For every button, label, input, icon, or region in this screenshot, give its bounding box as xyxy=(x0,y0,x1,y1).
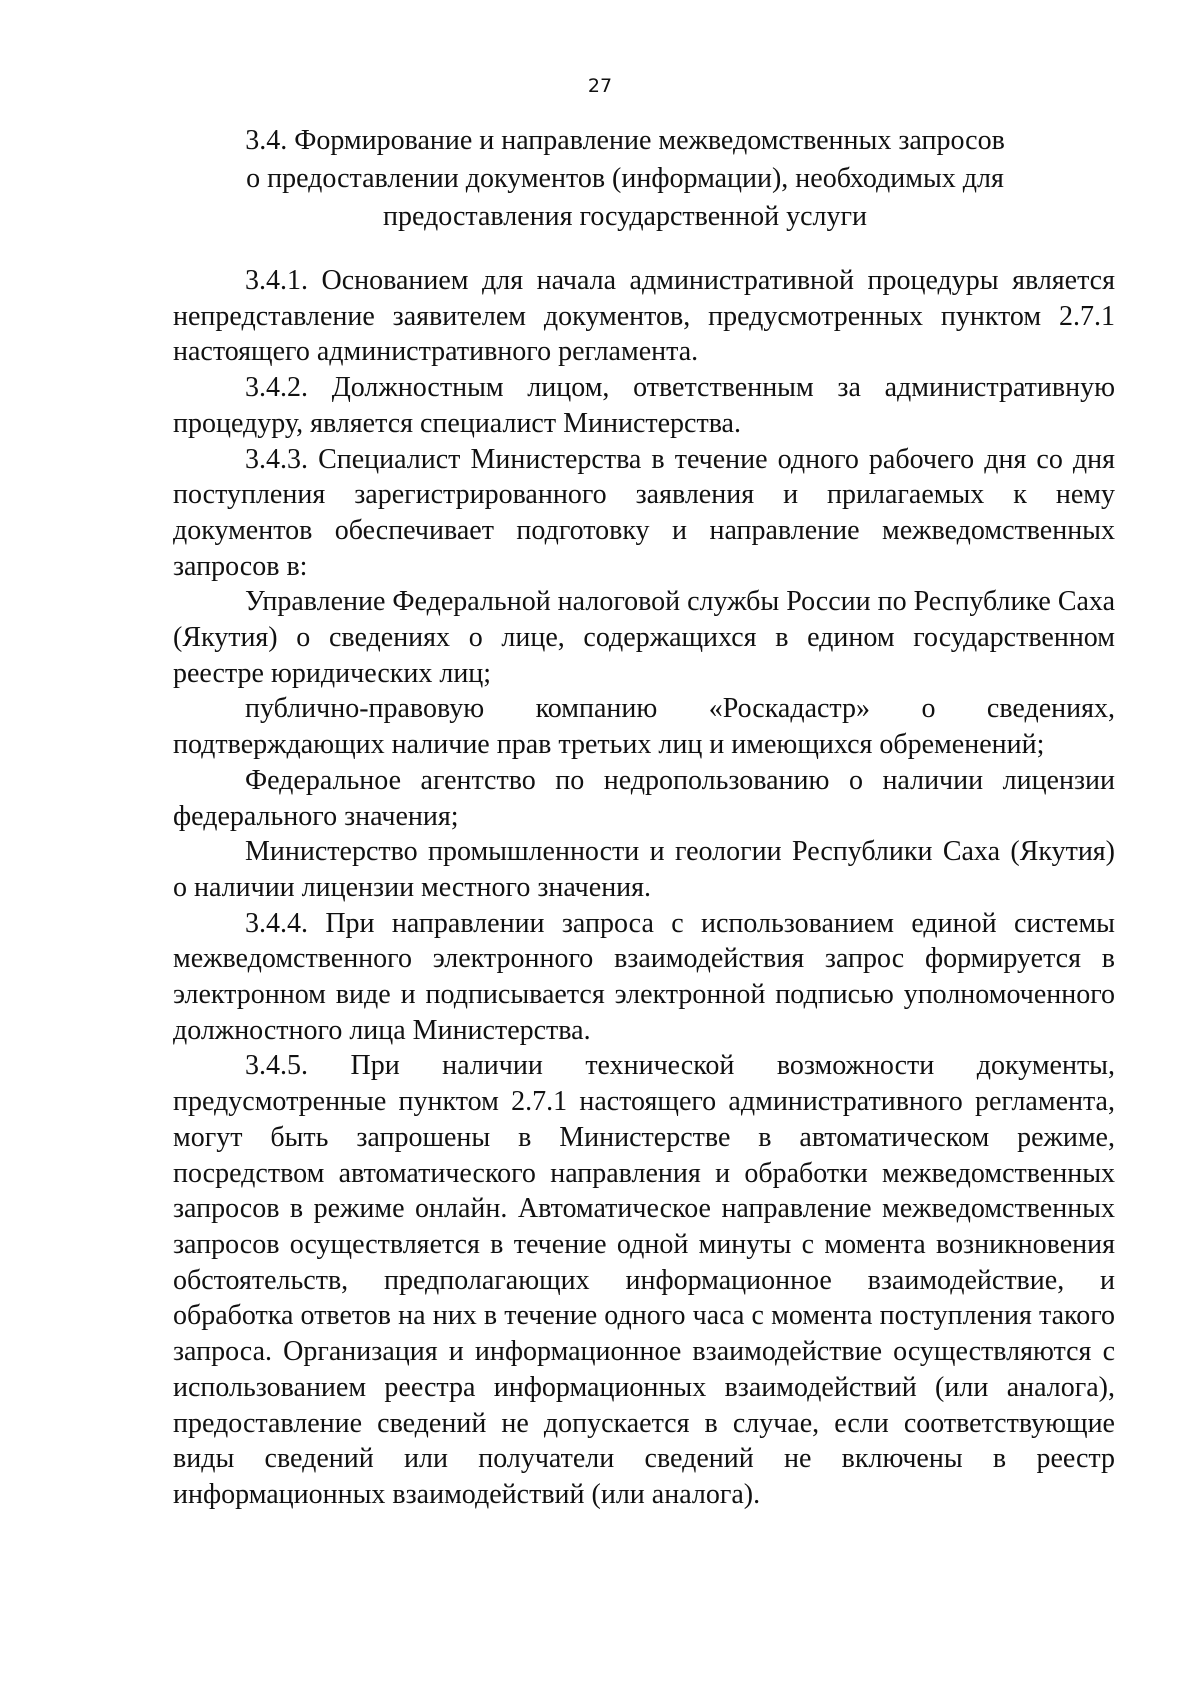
page-number: 27 xyxy=(587,75,613,97)
document-body xyxy=(173,263,1115,1513)
section-heading-line: предоставления государственной услуги xyxy=(383,201,867,232)
paragraph-3-4-4: 3.4.4. При направлении запроса с использованием единой системы межведомственного электронного взаимодействия запрос формируется в электронном виде и подписывается электронной подписью уполномоченного должностного лица Министерства. xyxy=(173,907,1115,1046)
paragraph-3-4-5: 3.4.5. При наличии технической возможности документы, предусмотренные пунктом 2.7.1 настоящего административного регламента, могут быть запрошены в Министерстве в автоматическом режиме, посредством автоматического направления и обработки межведомственных запросов в режиме онлайн. Автоматическое направление межведомственных запросов осуществляется в течение одной минуты с момента возникновения обстоятельств, предполагающих информационное взаимодействие, и обработка ответов на них в течение одного часа с момента поступления такого запроса. Организация и информационное взаимодействие осуществляются с использованием реестра информационных взаимодействий (или аналога), предоставление сведений не допускается в случае, если соответствующие виды сведений или получатели сведений не включены в реестр информационных взаимодействий (или аналога). xyxy=(173,1050,1115,1510)
list-item-rosnedra: Федеральное агентство по недропользованию о наличии лицензии федерального значения; xyxy=(173,764,1115,832)
section-heading-line: 3.4. Формирование и направление межведомственных запросов xyxy=(245,125,1005,156)
list-item-fns: Управление Федеральной налоговой службы России по Республике Саха (Якутия) о сведениях о лице, содержащихся в едином государственном реестре юридических лиц; xyxy=(173,586,1115,689)
section-heading xyxy=(200,122,1050,236)
list-item-roskadastr: публично-правовую компанию «Роскадастр» о сведениях, подтверждающих наличие прав третьих лиц и имеющихся обременений; xyxy=(173,693,1115,761)
paragraph-3-4-1: 3.4.1. Основанием для начала административной процедуры является непредставление заявителем документов, предусмотренных пунктом 2.7.1 настоящего административного регламента. xyxy=(173,265,1115,368)
list-item-ministry-industry: Министерство промышленности и геологии Республики Саха (Якутия) о наличии лицензии местного значения. xyxy=(173,836,1115,903)
paragraph-3-4-2: 3.4.2. Должностным лицом, ответственным за административную процедуру, является специалист Министерства. xyxy=(173,372,1115,439)
paragraph-3-4-3: 3.4.3. Специалист Министерства в течение одного рабочего дня со дня поступления зарегистрированного заявления и прилагаемых к нему документов обеспечивает подготовку и направление межведомственных запросов в: xyxy=(173,443,1115,582)
section-heading-line: о предоставлении документов (информации), необходимых для xyxy=(246,163,1004,194)
